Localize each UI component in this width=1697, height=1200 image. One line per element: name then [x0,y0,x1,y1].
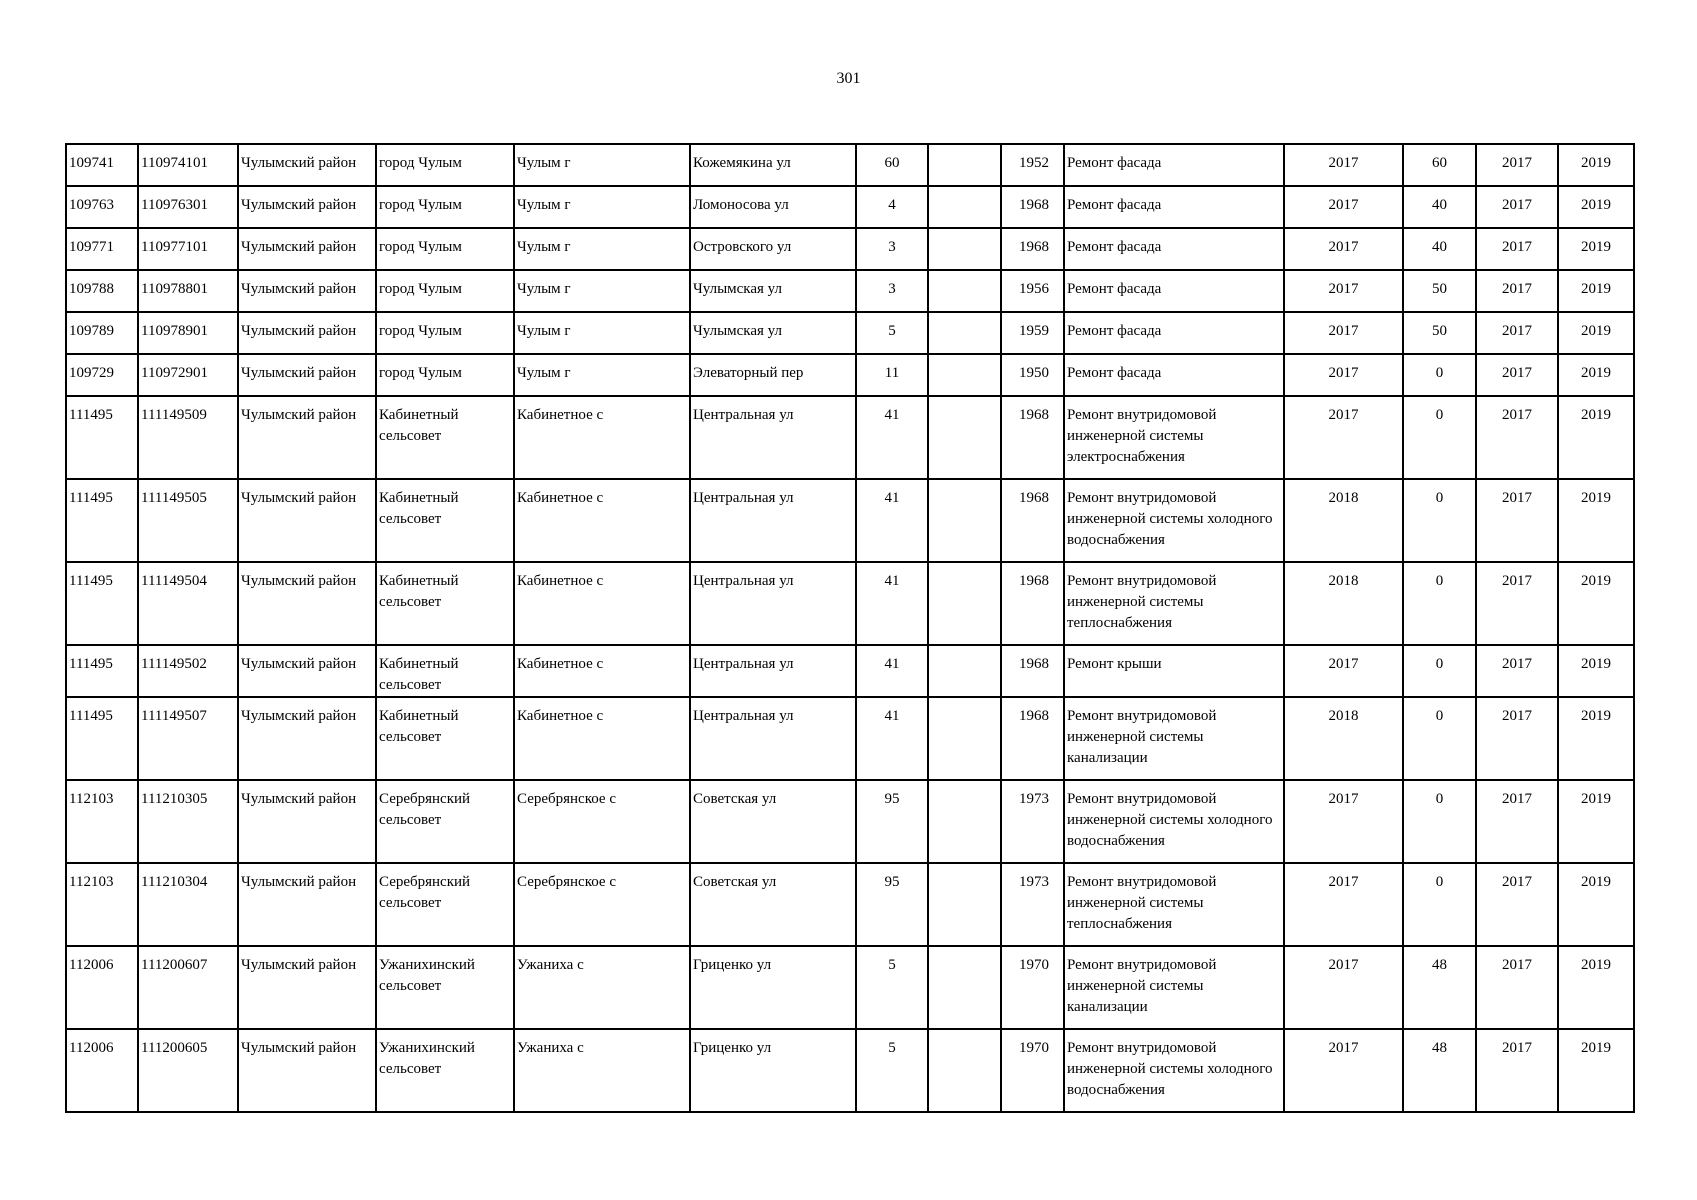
page-number: 301 [836,70,861,87]
cell-year-from: 2017 [1476,1029,1558,1112]
cell-district: Чулымский район [238,479,376,562]
cell-year-from: 2017 [1476,780,1558,863]
cell-street: Чулымская ул [690,270,856,312]
cell-house-number: 41 [856,479,928,562]
cell-house-number: 41 [856,697,928,780]
cell-house-number: 5 [856,946,928,1029]
cell-locality: Серебрянское с [514,780,690,863]
cell-year-to: 2019 [1558,780,1634,863]
cell-building [928,1029,1001,1112]
cell-plan-year: 2017 [1284,186,1403,228]
table-row [66,780,1634,863]
cell-id: 111495 [66,562,138,645]
cell-house-number: 3 [856,228,928,270]
cell-wear: 0 [1403,396,1476,479]
cell-plan-year: 2017 [1284,270,1403,312]
cell-district: Чулымский район [238,186,376,228]
cell-wear: 40 [1403,186,1476,228]
cell-year-to: 2019 [1558,354,1634,396]
cell-house-number: 41 [856,562,928,645]
cell-year-to: 2019 [1558,1029,1634,1112]
cell-locality: Серебрянское с [514,863,690,946]
cell-building [928,312,1001,354]
cell-locality: Кабинетное с [514,562,690,645]
cell-code: 111149502 [138,645,238,697]
cell-year-to: 2019 [1558,479,1634,562]
cell-house-number: 95 [856,863,928,946]
cell-year-built: 1956 [1001,270,1064,312]
cell-year-to: 2019 [1558,396,1634,479]
cell-id: 112103 [66,863,138,946]
cell-house-number: 5 [856,312,928,354]
cell-district: Чулымский район [238,863,376,946]
cell-plan-year: 2017 [1284,354,1403,396]
cell-id: 109771 [66,228,138,270]
cell-street: Центральная ул [690,697,856,780]
cell-house-number: 41 [856,396,928,479]
table-row [66,946,1634,1029]
cell-year-to: 2019 [1558,186,1634,228]
cell-municipality: Серебрянский сельсовет [376,863,514,946]
table-row [66,228,1634,270]
cell-house-number: 5 [856,1029,928,1112]
cell-district: Чулымский район [238,562,376,645]
cell-work-type: Ремонт фасада [1064,312,1284,354]
cell-year-from: 2017 [1476,354,1558,396]
cell-year-to: 2019 [1558,312,1634,354]
cell-municipality: город Чулым [376,144,514,186]
cell-wear: 0 [1403,479,1476,562]
cell-district: Чулымский район [238,946,376,1029]
cell-municipality: город Чулым [376,228,514,270]
cell-code: 110977101 [138,228,238,270]
cell-locality: Ужаниха с [514,946,690,1029]
table-row [66,645,1634,697]
cell-code: 110976301 [138,186,238,228]
cell-building [928,270,1001,312]
cell-code: 111149509 [138,396,238,479]
cell-building [928,228,1001,270]
cell-id: 109789 [66,312,138,354]
cell-code: 111149507 [138,697,238,780]
cell-municipality: Кабинетный сельсовет [376,479,514,562]
cell-year-from: 2017 [1476,270,1558,312]
cell-year-to: 2019 [1558,228,1634,270]
cell-building [928,354,1001,396]
cell-plan-year: 2017 [1284,946,1403,1029]
cell-street: Гриценко ул [690,946,856,1029]
cell-locality: Кабинетное с [514,697,690,780]
cell-locality: Чулым г [514,270,690,312]
cell-building [928,562,1001,645]
cell-plan-year: 2017 [1284,396,1403,479]
cell-street: Ломоносова ул [690,186,856,228]
cell-building [928,946,1001,1029]
cell-street: Центральная ул [690,562,856,645]
cell-building [928,396,1001,479]
cell-year-from: 2017 [1476,479,1558,562]
cell-building [928,144,1001,186]
cell-year-built: 1970 [1001,1029,1064,1112]
cell-municipality: Ужанихинский сельсовет [376,1029,514,1112]
cell-year-built: 1968 [1001,228,1064,270]
cell-district: Чулымский район [238,396,376,479]
cell-year-from: 2017 [1476,186,1558,228]
cell-building [928,645,1001,697]
cell-wear: 0 [1403,780,1476,863]
cell-municipality: город Чулым [376,186,514,228]
cell-code: 111200605 [138,1029,238,1112]
cell-work-type: Ремонт внутридомовой инженерной системы канализации [1064,697,1284,780]
table-row [66,396,1634,479]
cell-work-type: Ремонт внутридомовой инженерной системы холодного водоснабжения [1064,479,1284,562]
cell-work-type: Ремонт внутридомовой инженерной системы холодного водоснабжения [1064,1029,1284,1112]
cell-house-number: 3 [856,270,928,312]
cell-year-from: 2017 [1476,863,1558,946]
cell-locality: Кабинетное с [514,479,690,562]
cell-house-number: 41 [856,645,928,697]
cell-year-built: 1959 [1001,312,1064,354]
cell-street: Центральная ул [690,396,856,479]
cell-code: 110978901 [138,312,238,354]
cell-plan-year: 2017 [1284,144,1403,186]
cell-wear: 0 [1403,645,1476,697]
cell-district: Чулымский район [238,645,376,697]
cell-municipality: Серебрянский сельсовет [376,780,514,863]
cell-year-from: 2017 [1476,144,1558,186]
table-row [66,144,1634,186]
cell-year-built: 1968 [1001,479,1064,562]
cell-house-number: 4 [856,186,928,228]
cell-municipality: Кабинетный сельсовет [376,697,514,780]
cell-plan-year: 2017 [1284,228,1403,270]
cell-id: 109788 [66,270,138,312]
cell-code: 110972901 [138,354,238,396]
table-row [66,562,1634,645]
cell-district: Чулымский район [238,312,376,354]
cell-year-built: 1970 [1001,946,1064,1029]
cell-year-to: 2019 [1558,144,1634,186]
cell-plan-year: 2018 [1284,697,1403,780]
cell-year-to: 2019 [1558,863,1634,946]
cell-locality: Ужаниха с [514,1029,690,1112]
cell-year-to: 2019 [1558,697,1634,780]
cell-house-number: 95 [856,780,928,863]
cell-building [928,479,1001,562]
cell-code: 111210304 [138,863,238,946]
cell-work-type: Ремонт фасада [1064,228,1284,270]
cell-code: 110974101 [138,144,238,186]
cell-year-to: 2019 [1558,946,1634,1029]
table-row [66,1029,1634,1112]
cell-street: Центральная ул [690,645,856,697]
cell-id: 111495 [66,396,138,479]
cell-municipality: Кабинетный сельсовет [376,396,514,479]
cell-district: Чулымский район [238,270,376,312]
cell-work-type: Ремонт внутридомовой инженерной системы канализации [1064,946,1284,1029]
cell-work-type: Ремонт внутридомовой инженерной системы холодного водоснабжения [1064,780,1284,863]
cell-locality: Чулым г [514,312,690,354]
cell-year-to: 2019 [1558,645,1634,697]
cell-municipality: город Чулым [376,354,514,396]
cell-year-from: 2017 [1476,645,1558,697]
cell-building [928,863,1001,946]
cell-id: 109741 [66,144,138,186]
cell-year-built: 1968 [1001,697,1064,780]
cell-id: 112006 [66,1029,138,1112]
cell-year-from: 2017 [1476,562,1558,645]
cell-municipality: Кабинетный сельсовет [376,645,514,697]
cell-municipality: Кабинетный сельсовет [376,562,514,645]
cell-wear: 0 [1403,697,1476,780]
cell-wear: 0 [1403,562,1476,645]
cell-plan-year: 2017 [1284,645,1403,697]
cell-wear: 50 [1403,270,1476,312]
cell-wear: 48 [1403,946,1476,1029]
cell-work-type: Ремонт фасада [1064,186,1284,228]
cell-municipality: город Чулым [376,312,514,354]
cell-id: 112103 [66,780,138,863]
cell-wear: 40 [1403,228,1476,270]
cell-year-built: 1968 [1001,396,1064,479]
cell-district: Чулымский район [238,697,376,780]
cell-locality: Чулым г [514,186,690,228]
cell-year-built: 1968 [1001,186,1064,228]
cell-district: Чулымский район [238,354,376,396]
cell-year-from: 2017 [1476,946,1558,1029]
cell-street: Элеваторный пер [690,354,856,396]
cell-wear: 50 [1403,312,1476,354]
cell-id: 109729 [66,354,138,396]
cell-code: 111149505 [138,479,238,562]
cell-building [928,780,1001,863]
cell-code: 110978801 [138,270,238,312]
cell-street: Центральная ул [690,479,856,562]
table-row [66,312,1634,354]
cell-code: 111210305 [138,780,238,863]
cell-house-number: 60 [856,144,928,186]
cell-year-to: 2019 [1558,270,1634,312]
cell-year-built: 1952 [1001,144,1064,186]
table-body [66,144,1634,1112]
cell-plan-year: 2017 [1284,312,1403,354]
cell-district: Чулымский район [238,1029,376,1112]
cell-municipality: Ужанихинский сельсовет [376,946,514,1029]
cell-plan-year: 2017 [1284,780,1403,863]
cell-wear: 48 [1403,1029,1476,1112]
cell-street: Кожемякина ул [690,144,856,186]
cell-locality: Чулым г [514,144,690,186]
cell-street: Советская ул [690,863,856,946]
table-row [66,863,1634,946]
cell-year-built: 1973 [1001,863,1064,946]
cell-year-from: 2017 [1476,228,1558,270]
cell-year-built: 1968 [1001,562,1064,645]
cell-building [928,697,1001,780]
table-row [66,354,1634,396]
cell-plan-year: 2017 [1284,1029,1403,1112]
cell-id: 111495 [66,697,138,780]
cell-plan-year: 2017 [1284,863,1403,946]
cell-year-from: 2017 [1476,312,1558,354]
cell-wear: 60 [1403,144,1476,186]
table-row [66,479,1634,562]
table-row [66,270,1634,312]
cell-work-type: Ремонт внутридомовой инженерной системы теплоснабжения [1064,863,1284,946]
cell-municipality: город Чулым [376,270,514,312]
cell-year-from: 2017 [1476,396,1558,479]
table-row [66,186,1634,228]
cell-code: 111200607 [138,946,238,1029]
cell-year-built: 1973 [1001,780,1064,863]
cell-work-type: Ремонт внутридомовой инженерной системы электроснабжения [1064,396,1284,479]
cell-street: Чулымская ул [690,312,856,354]
cell-code: 111149504 [138,562,238,645]
cell-plan-year: 2018 [1284,479,1403,562]
cell-district: Чулымский район [238,780,376,863]
cell-street: Советская ул [690,780,856,863]
cell-locality: Чулым г [514,228,690,270]
cell-year-to: 2019 [1558,562,1634,645]
cell-id: 112006 [66,946,138,1029]
cell-wear: 0 [1403,354,1476,396]
cell-year-built: 1950 [1001,354,1064,396]
cell-id: 111495 [66,645,138,697]
cell-locality: Чулым г [514,354,690,396]
cell-district: Чулымский район [238,144,376,186]
cell-street: Гриценко ул [690,1029,856,1112]
cell-year-built: 1968 [1001,645,1064,697]
registry-table [65,143,1635,1113]
cell-work-type: Ремонт крыши [1064,645,1284,697]
cell-street: Островского ул [690,228,856,270]
cell-id: 111495 [66,479,138,562]
cell-locality: Кабинетное с [514,645,690,697]
cell-work-type: Ремонт внутридомовой инженерной системы теплоснабжения [1064,562,1284,645]
table-row [66,697,1634,780]
cell-plan-year: 2018 [1284,562,1403,645]
cell-district: Чулымский район [238,228,376,270]
cell-work-type: Ремонт фасада [1064,354,1284,396]
cell-locality: Кабинетное с [514,396,690,479]
cell-year-from: 2017 [1476,697,1558,780]
cell-house-number: 11 [856,354,928,396]
cell-work-type: Ремонт фасада [1064,144,1284,186]
cell-wear: 0 [1403,863,1476,946]
cell-building [928,186,1001,228]
cell-work-type: Ремонт фасада [1064,270,1284,312]
cell-id: 109763 [66,186,138,228]
